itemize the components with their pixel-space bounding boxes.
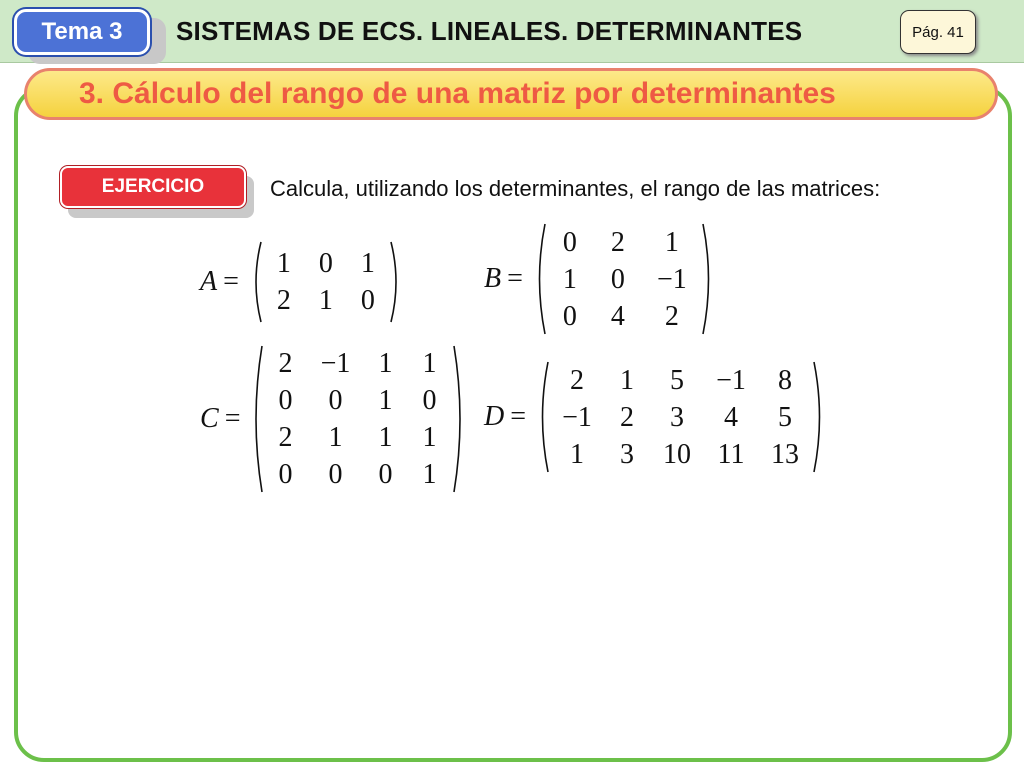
header-bar (0, 0, 1024, 63)
equals-sign: = (507, 263, 523, 294)
matrix-cell: 4 (610, 300, 625, 332)
matrix-cell: 1 (318, 285, 333, 316)
matrix-cell: 1 (422, 459, 437, 490)
matrix-cell: 2 (278, 348, 293, 379)
left-paren-icon (533, 222, 547, 336)
right-paren-icon (812, 360, 826, 474)
matrix-cell: 2 (278, 422, 293, 453)
matrix-cell: 11 (717, 438, 745, 470)
matrix-cell: 0 (278, 385, 293, 416)
matrix-d (484, 360, 826, 474)
left-paren-icon (250, 344, 264, 494)
matrix-cell: 10 (663, 438, 692, 470)
right-paren-icon (389, 240, 403, 324)
matrix-grid (264, 345, 452, 493)
matrix-cell: 13 (771, 438, 800, 470)
exercise-badge: EJERCICIO (60, 166, 246, 208)
matrix-cell: −1 (716, 364, 746, 396)
matrix-grid (550, 362, 812, 473)
matrix-cell: 2 (276, 285, 291, 316)
matrix-c (200, 344, 466, 494)
matrix-cell: 0 (278, 459, 293, 490)
matrix-cell: 1 (664, 226, 679, 258)
matrix-cell: 1 (422, 348, 437, 379)
matrix-label: A (200, 266, 218, 297)
matrix-cell: 1 (378, 348, 393, 379)
matrix-cell: −1 (657, 263, 687, 295)
matrix-cell: 3 (620, 438, 635, 470)
matrix-cell: 4 (724, 401, 739, 433)
matrix-cell: 0 (318, 248, 333, 279)
matrix-cell: −1 (562, 401, 592, 433)
matrix-cell: 0 (328, 459, 343, 490)
right-paren-icon (701, 222, 715, 336)
matrix-cell: 3 (670, 401, 685, 433)
matrix-cell: 1 (570, 438, 585, 470)
matrix-grid (263, 245, 389, 319)
right-paren-icon (452, 344, 466, 494)
matrix-cell: 1 (378, 385, 393, 416)
matrix-cell: 1 (276, 248, 291, 279)
matrix-cell: 1 (378, 422, 393, 453)
matrix-cell: 1 (562, 263, 577, 295)
matrix-cell: 1 (360, 248, 375, 279)
matrix-cell: 0 (378, 459, 393, 490)
matrix-grid (547, 224, 701, 335)
equals-sign: = (223, 266, 239, 297)
section-title: 3. Cálculo del rango de una matriz por determinantes (24, 68, 998, 120)
matrix-a (200, 240, 403, 324)
matrix-cell: 0 (610, 263, 625, 295)
matrix-cell: 1 (328, 422, 343, 453)
tema-badge: Tema 3 (14, 9, 150, 55)
matrix-cell: 0 (562, 226, 577, 258)
matrix-cell: 1 (422, 422, 437, 453)
matrix-cell: 0 (562, 300, 577, 332)
matrix-cell: 8 (778, 364, 793, 396)
matrix-b (484, 222, 715, 336)
matrix-cell: 1 (620, 364, 635, 396)
matrix-cell: 5 (670, 364, 685, 396)
matrix-cell: 2 (610, 226, 625, 258)
matrix-label: B (484, 263, 502, 294)
matrix-cell: 0 (360, 285, 375, 316)
matrix-cell: 0 (328, 385, 343, 416)
matrix-cell: 5 (778, 401, 793, 433)
matrix-cell: 2 (570, 364, 585, 396)
matrix-cell: −1 (320, 348, 351, 379)
equals-sign: = (510, 401, 527, 432)
equals-sign: = (224, 403, 241, 434)
header-title: SISTEMAS DE ECS. LINEALES. DETERMINANTES (176, 16, 803, 46)
left-paren-icon (536, 360, 550, 474)
matrix-label: C (200, 403, 219, 434)
matrix-cell: 2 (664, 300, 679, 332)
left-paren-icon (249, 240, 263, 324)
matrix-cell: 0 (422, 385, 437, 416)
page-number: Pág. 41 (900, 10, 976, 54)
matrix-cell: 2 (620, 401, 635, 433)
matrix-label: D (484, 401, 505, 432)
exercise-statement: Calcula, utilizando los determinantes, el rango de las matrices: (270, 176, 881, 201)
